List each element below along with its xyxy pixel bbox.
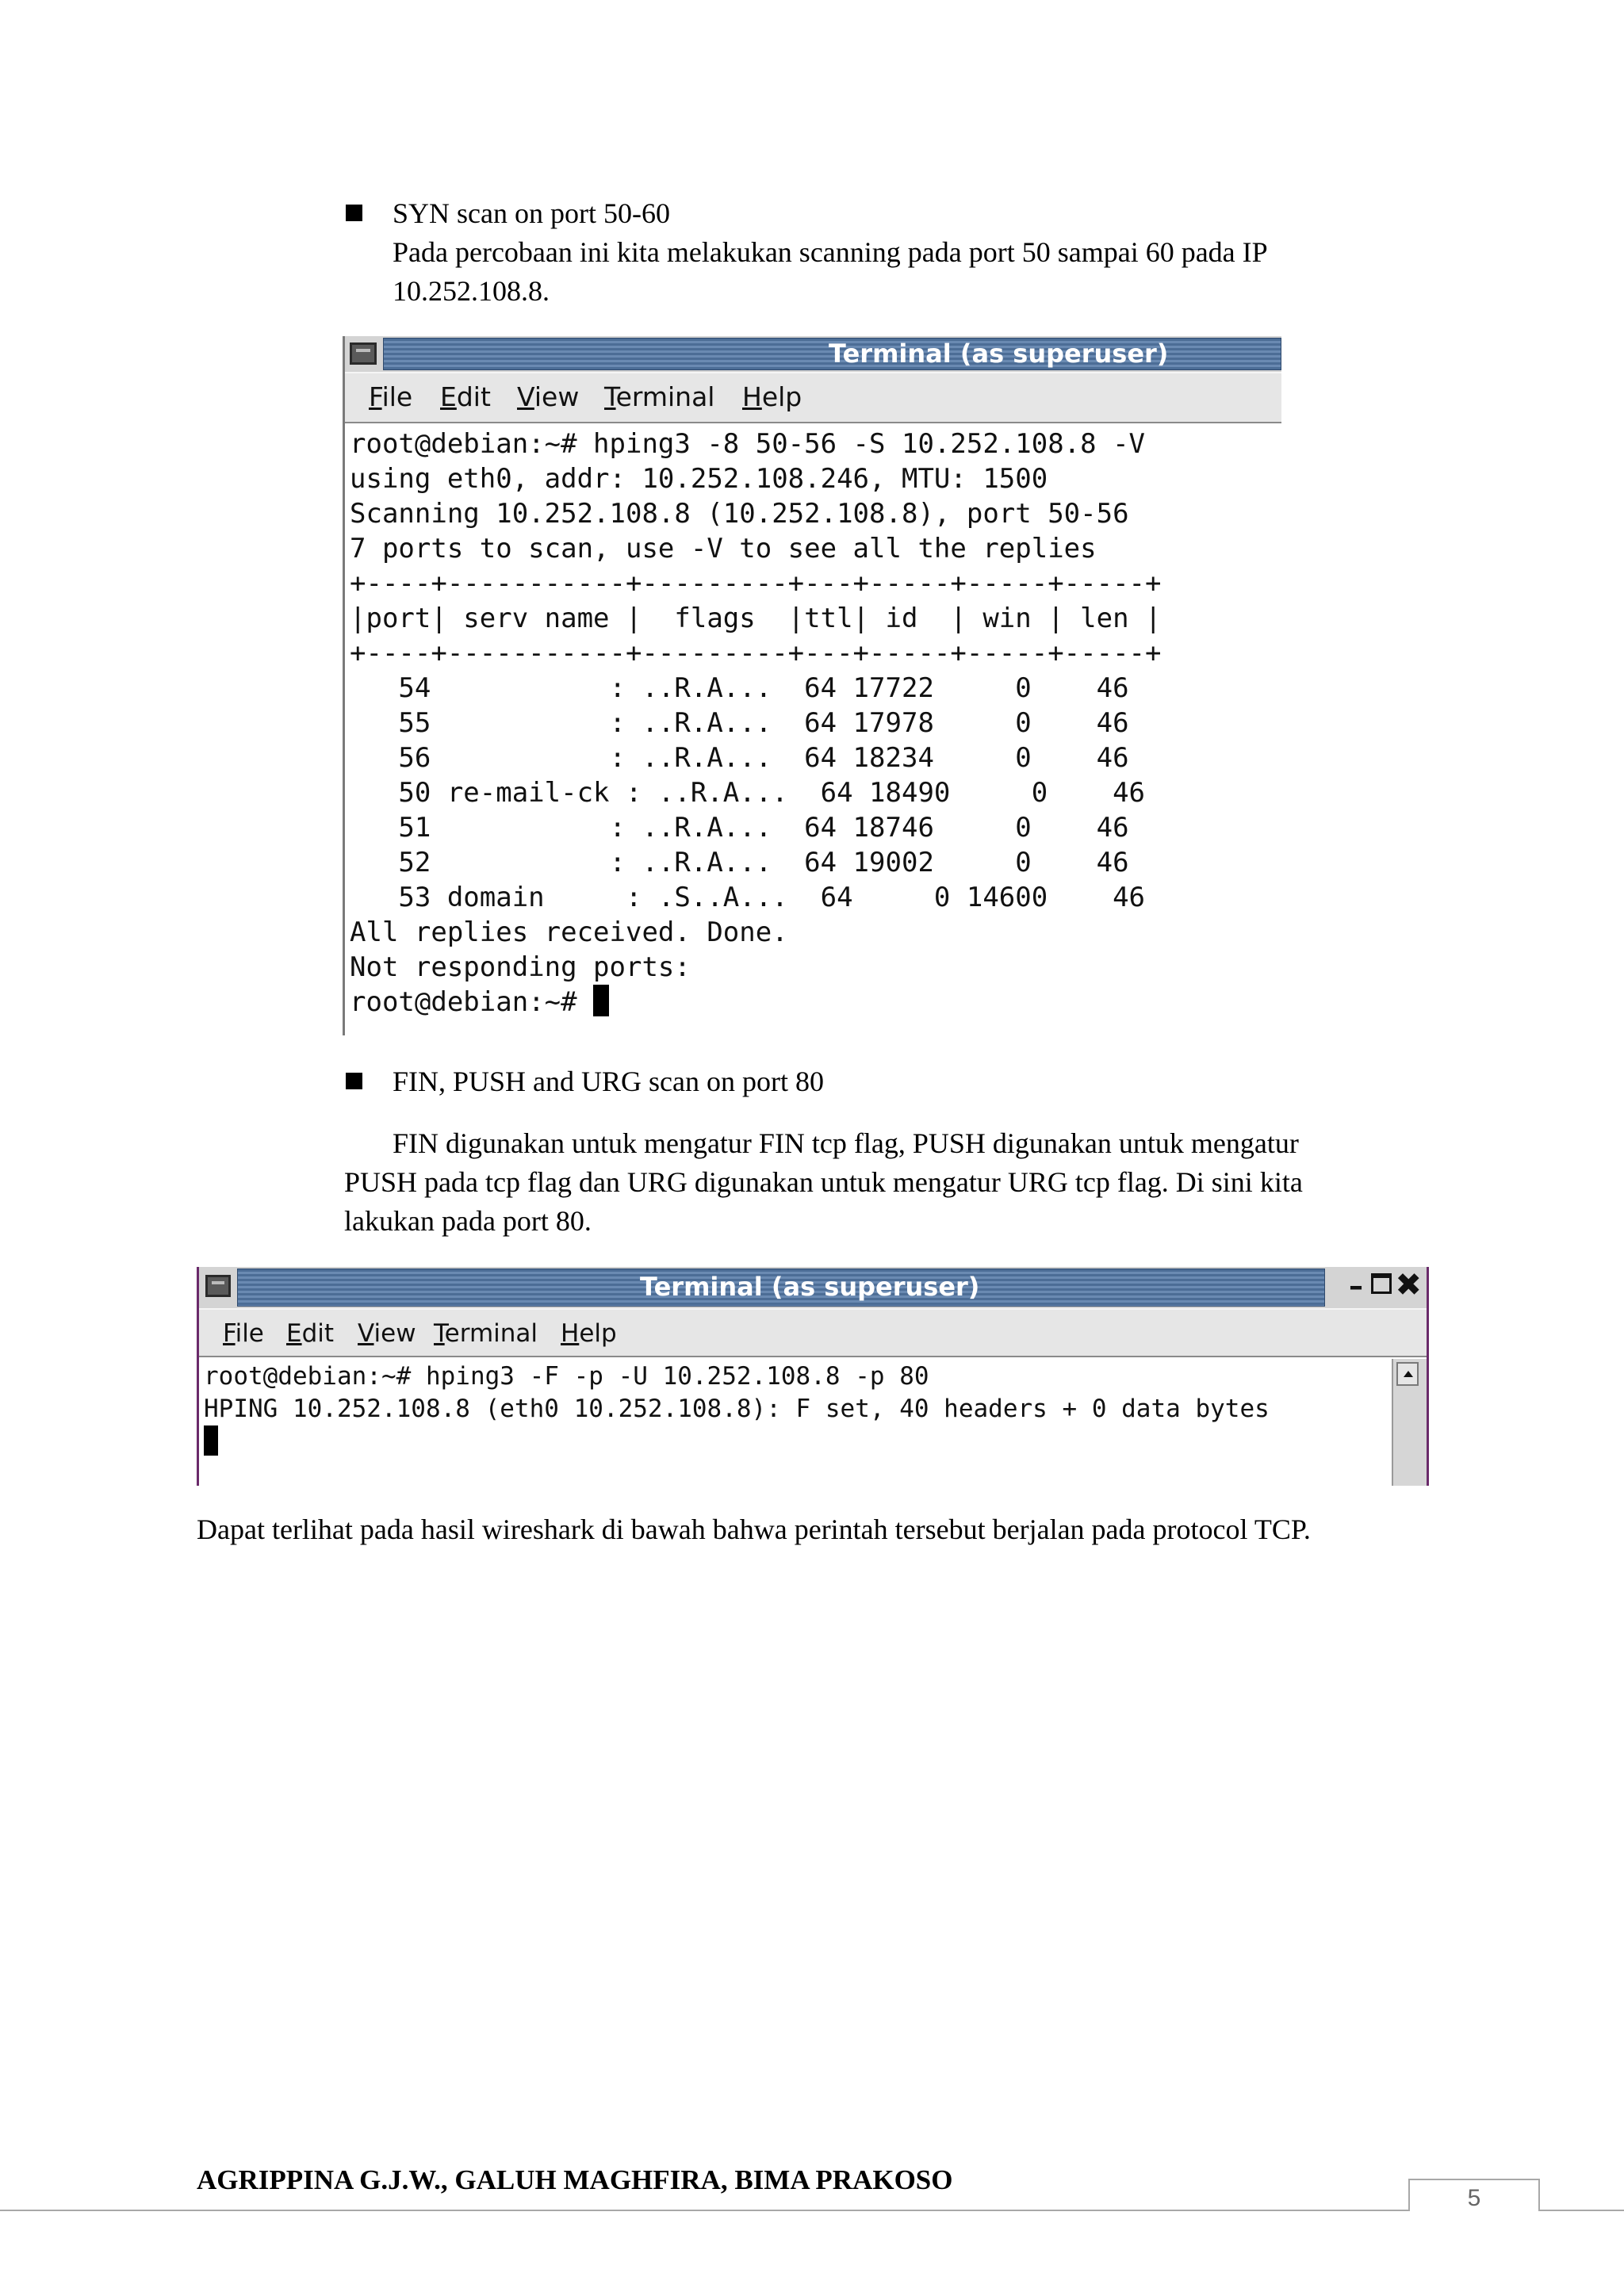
terminal-line: 7 ports to scan, use -V to see all the replies xyxy=(350,533,1097,564)
menu-file[interactable]: File xyxy=(223,1319,264,1348)
terminal-line: 51 : ..R.A... 64 18746 0 46 xyxy=(350,812,1129,844)
menu-edit[interactable]: Edit xyxy=(286,1319,335,1348)
menu-view[interactable]: View xyxy=(358,1319,416,1348)
terminal-line: Not responding ports: xyxy=(350,951,691,983)
menu-help[interactable]: Help xyxy=(561,1319,617,1348)
bullet-icon xyxy=(346,1073,362,1089)
text-cursor xyxy=(593,985,609,1016)
page-number: 5 xyxy=(1467,2185,1481,2211)
terminal-line: HPING 10.252.108.8 (eth0 10.252.108.8): F set, 40 headers + 0 data bytes xyxy=(204,1395,1270,1423)
terminal-icon xyxy=(205,1275,231,1297)
menu-file[interactable]: File xyxy=(369,381,413,412)
closing-paragraph: Dapat terlihat pada hasil wireshark di bawah bahwa perintah tersebut berjalan pada protocol TCP. xyxy=(197,1513,1311,1545)
terminal-line: root@debian:~# hping3 -8 50-56 -S 10.252.108.8 -V xyxy=(350,428,1146,460)
terminal-1-menubar xyxy=(345,372,1281,423)
section1-line1: Pada percobaan ini kita melakukan scanning pada port 50 sampai 60 pada IP xyxy=(393,236,1268,268)
text-cursor xyxy=(204,1425,218,1456)
scrollbar[interactable] xyxy=(1392,1359,1427,1486)
terminal-line: 54 : ..R.A... 64 17722 0 46 xyxy=(350,672,1129,704)
terminal-line: +----+-----------+---------+---+-----+-----+-----+ xyxy=(350,568,1162,599)
bullet-icon xyxy=(346,205,362,221)
terminal-1-titlebar[interactable] xyxy=(345,336,1281,372)
terminal-line: |port| serv name | flags |ttl| id | win | len | xyxy=(350,603,1162,634)
terminal-line: root@debian:~# hping3 -F -p -U 10.252.108.8 -p 80 xyxy=(204,1362,929,1391)
menu-terminal[interactable]: Terminal xyxy=(434,1319,538,1348)
maximize-button[interactable] xyxy=(1371,1273,1392,1294)
terminal-line: using eth0, addr: 10.252.108.246, MTU: 1500 xyxy=(350,463,1048,495)
scroll-up-icon[interactable] xyxy=(1396,1362,1419,1386)
close-button[interactable]: ✖ xyxy=(1395,1267,1422,1303)
terminal-line: 52 : ..R.A... 64 19002 0 46 xyxy=(350,847,1129,878)
section2-heading: FIN, PUSH and URG scan on port 80 xyxy=(393,1066,824,1097)
menu-help[interactable]: Help xyxy=(742,381,802,412)
section2-line1: FIN digunakan untuk mengatur FIN tcp flag, PUSH digunakan untuk mengatur xyxy=(393,1127,1299,1159)
terminal-line: +----+-----------+---------+---+-----+-----+-----+ xyxy=(350,637,1162,669)
section1-heading: SYN scan on port 50-60 xyxy=(393,197,670,229)
terminal-cursor-line xyxy=(204,1425,218,1458)
terminal-line: 50 re-mail-ck : ..R.A... 64 18490 0 46 xyxy=(350,777,1146,809)
footer-divider xyxy=(0,2210,1408,2211)
terminal-line: 53 domain : .S..A... 64 0 14600 46 xyxy=(350,882,1146,913)
terminal-prompt: root@debian:~# xyxy=(350,985,609,1020)
terminal-window-2 xyxy=(197,1267,1429,1486)
terminal-line: Scanning 10.252.108.8 (10.252.108.8), port 50-56 xyxy=(350,498,1129,530)
terminal-1-title: Terminal (as superuser) xyxy=(829,339,1169,369)
section2-line3: lakukan pada port 80. xyxy=(344,1205,592,1237)
menu-edit[interactable]: Edit xyxy=(440,381,491,412)
terminal-window-1 xyxy=(343,336,1281,1035)
terminal-2-menubar xyxy=(199,1308,1427,1357)
menu-view[interactable]: View xyxy=(517,381,580,412)
terminal-line: 56 : ..R.A... 64 18234 0 46 xyxy=(350,742,1129,774)
section2-line2: PUSH pada tcp flag dan URG digunakan untuk mengatur URG tcp flag. Di sini kita xyxy=(344,1166,1303,1198)
terminal-line: 55 : ..R.A... 64 17978 0 46 xyxy=(350,707,1129,739)
terminal-2-title: Terminal (as superuser) xyxy=(640,1272,980,1302)
terminal-2-titlebar[interactable] xyxy=(199,1267,1427,1308)
page-number-box xyxy=(1408,2179,1540,2211)
terminal-2-output[interactable] xyxy=(199,1359,1392,1486)
terminal-1-output[interactable] xyxy=(345,425,1281,1035)
terminal-icon xyxy=(350,342,377,365)
footer-authors: AGRIPPINA G.J.W., GALUH MAGHFIRA, BIMA PRAKOSO xyxy=(197,2164,953,2195)
terminal-line: All replies received. Done. xyxy=(350,916,788,948)
footer-divider xyxy=(1538,2210,1624,2211)
section1-line2: 10.252.108.8. xyxy=(393,275,550,307)
menu-terminal[interactable]: Terminal xyxy=(604,381,715,412)
minimize-button[interactable]: – xyxy=(1349,1270,1363,1303)
